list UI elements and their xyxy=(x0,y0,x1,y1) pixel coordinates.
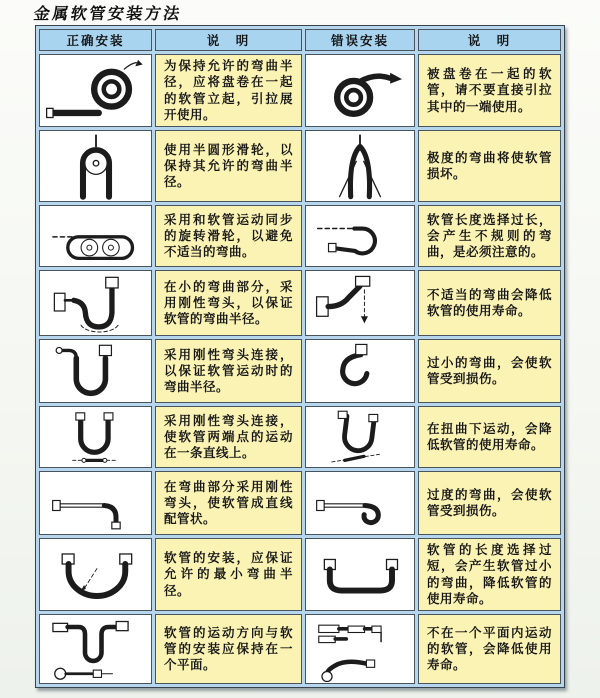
same-plane-trap-motion-icon xyxy=(43,616,149,682)
installation-method-table xyxy=(35,25,565,688)
out-of-plane-motion-icon xyxy=(307,616,413,682)
wrong-description: 过小的弯曲，会使软管受到损伤。 xyxy=(418,339,561,403)
wrong-description: 不适当的弯曲会降低软管的使用寿命。 xyxy=(418,270,561,336)
too-short-flat-u-icon xyxy=(307,543,413,607)
semicircular-pulley-hose-icon xyxy=(43,132,149,200)
header-description-2: 说 明 xyxy=(418,29,561,51)
correct-illustration-cell xyxy=(39,406,152,468)
table-row xyxy=(39,471,561,535)
correct-illustration-cell xyxy=(39,538,152,611)
wrong-illustration-cell xyxy=(305,406,415,468)
wrong-illustration-cell xyxy=(305,614,415,684)
wrong-description: 被盘卷在一起的软管，请不要直接引拉其中的一端使用。 xyxy=(418,54,561,127)
wrong-description: 不在一个平面内运动的软管，会降低使用寿命。 xyxy=(418,614,561,684)
coiled-hose-pulled-end-icon xyxy=(307,59,413,123)
header-correct-installation: 正确安装 xyxy=(39,29,152,51)
correct-description: 软管的安装，应保证允许的最小弯曲半径。 xyxy=(155,538,302,611)
table-row xyxy=(39,205,561,267)
table-row xyxy=(39,54,561,127)
wrong-illustration-cell xyxy=(305,471,415,535)
page-title: 金属软管安装方法 xyxy=(32,6,183,23)
correct-illustration-cell xyxy=(39,471,152,535)
wrong-description: 过度的弯曲，会使软管受到损伤。 xyxy=(418,471,561,535)
correct-description: 使用半圆形滑轮，以保持其允许的弯曲半径。 xyxy=(155,130,302,202)
coiled-hose-upright-icon xyxy=(43,59,149,123)
wrong-description: 在扭曲下运动，会降低软管的使用寿命。 xyxy=(418,406,561,468)
improper-sharp-bend-icon xyxy=(307,272,413,334)
excessive-end-bend-icon xyxy=(307,473,413,533)
correct-illustration-cell xyxy=(39,130,152,202)
overlong-hose-irregular-loop-icon xyxy=(307,207,413,265)
wrong-illustration-cell xyxy=(305,339,415,403)
wrong-illustration-cell xyxy=(305,538,415,611)
wrong-description: 软管长度选择过长，会产生不规则的弯曲，是必须注意的。 xyxy=(418,205,561,267)
correct-description: 为保持允许的弯曲半径，应将盘卷在一起的软管立起，引拉展开使用。 xyxy=(155,54,302,127)
too-small-bend-hook-icon xyxy=(307,341,413,401)
rigid-elbow-connection-u-icon xyxy=(43,341,149,401)
wrong-description: 极度的弯曲将使软管损坏。 xyxy=(418,130,561,202)
header-row xyxy=(39,29,561,51)
correct-illustration-cell xyxy=(39,54,152,127)
correct-description: 软管的运动方向与软管的安装应保持在一个平面。 xyxy=(155,614,302,684)
u-hose-straight-line-motion-icon xyxy=(43,408,149,466)
straight-pipe-rigid-elbow-icon xyxy=(43,473,149,533)
synchronized-rotating-pulley-icon xyxy=(43,207,149,265)
correct-illustration-cell xyxy=(39,339,152,403)
table-row xyxy=(39,406,561,468)
wrong-illustration-cell xyxy=(305,130,415,202)
table-row xyxy=(39,339,561,403)
correct-illustration-cell xyxy=(39,205,152,267)
wrong-illustration-cell xyxy=(305,205,415,267)
correct-description: 采用和软管运动同步的旋转滑轮，以避免不适当的弯曲。 xyxy=(155,205,302,267)
wrong-illustration-cell xyxy=(305,54,415,127)
minimum-bend-radius-u-icon xyxy=(43,543,149,607)
table-row xyxy=(39,538,561,611)
header-wrong-installation: 错误安装 xyxy=(305,29,415,51)
wrong-illustration-cell xyxy=(305,270,415,336)
correct-description: 在小的弯曲部分，采用刚性弯头，以保证软管的弯曲半径。 xyxy=(155,270,302,336)
header-description-1: 说 明 xyxy=(155,29,302,51)
extreme-bend-hanging-hose-icon xyxy=(307,132,413,200)
wrong-description: 软管的长度选择过短，会产生软管过小的弯曲，降低软管的使用寿命。 xyxy=(418,538,561,611)
table-row xyxy=(39,270,561,336)
table-row xyxy=(39,130,561,202)
table-row xyxy=(39,614,561,684)
correct-illustration-cell xyxy=(39,270,152,336)
correct-illustration-cell xyxy=(39,614,152,684)
u-hose-twisted-motion-icon xyxy=(307,408,413,466)
correct-description: 采用刚性弯头连接，使软管两端点的运动在一条直线上。 xyxy=(155,406,302,468)
rigid-elbow-small-bend-icon xyxy=(43,272,149,334)
correct-description: 在弯曲部分采用刚性弯头，使软管成直线配管状。 xyxy=(155,471,302,535)
correct-description: 采用刚性弯头连接，以保证软管运动时的弯曲半径。 xyxy=(155,339,302,403)
